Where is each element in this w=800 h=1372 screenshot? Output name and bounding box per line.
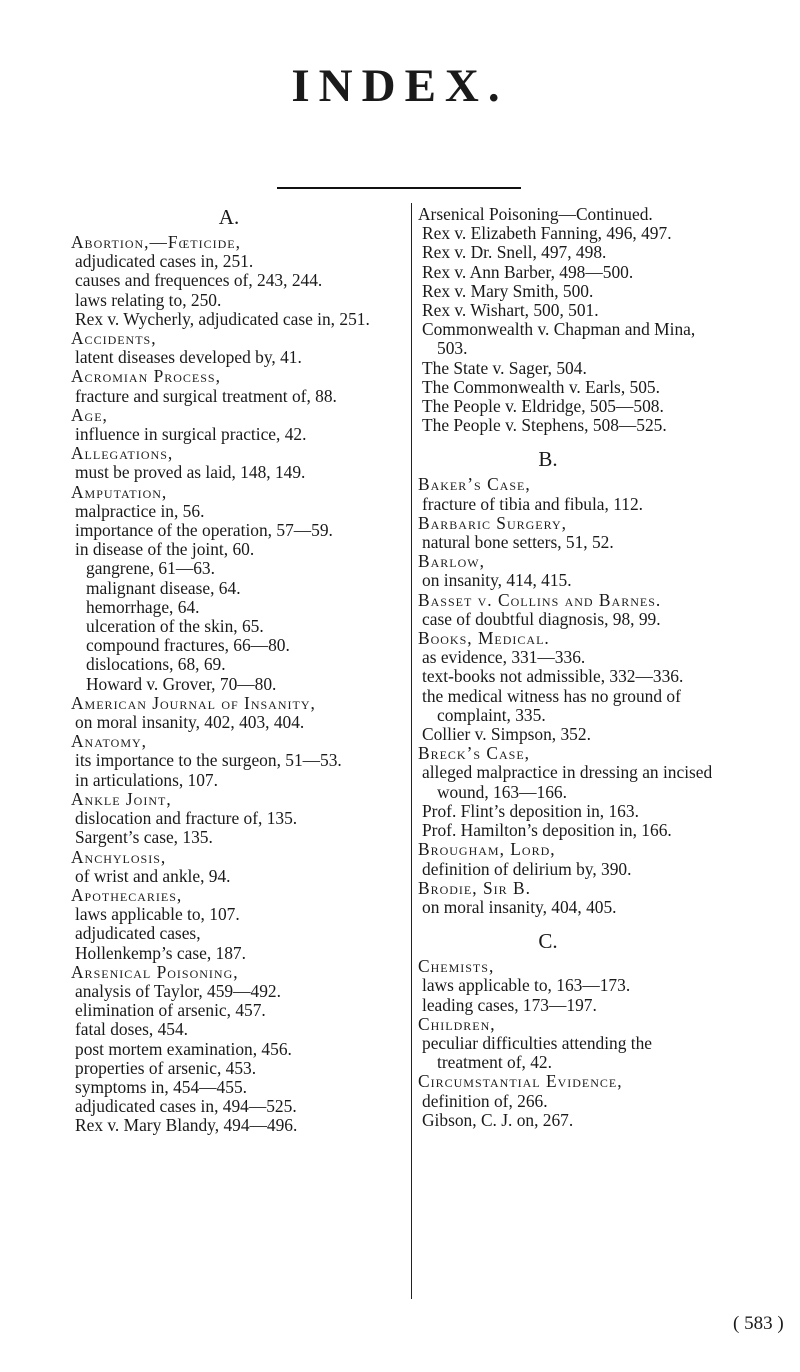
index-subentry: the medical witness has no ground of complaint, 335. (422, 685, 681, 725)
index-subentry: Prof. Hamilton’s deposition in, 166. (422, 820, 672, 841)
continued-heading: Arsenical Poisoning—Continued. (418, 204, 653, 224)
index-heading: Circumstantial Evidence, (418, 1071, 623, 1092)
index-heading: Anatomy, (71, 731, 148, 752)
index-subentry: Sargent’s case, 135. (75, 827, 213, 848)
page-number: ( 583 ) (733, 1313, 784, 1334)
right-column (418, 205, 718, 1130)
index-heading: Anchylosis, (71, 846, 167, 867)
column-divider (411, 203, 412, 1299)
index-subentry: adjudicated cases in, 494—525. (75, 1096, 297, 1117)
index-heading: Baker’s Case, (418, 474, 531, 495)
index-subentry: fracture of tibia and fibula, 112. (422, 493, 643, 514)
index-heading: American Journal of Insanity, (71, 692, 316, 713)
index-heading: Amputation, (71, 481, 168, 502)
section-letter: B. (538, 447, 558, 472)
index-subentry: in disease of the joint, 60. (75, 539, 255, 560)
index-subentry: elimination of arsenic, 457. (75, 1000, 266, 1021)
index-subentry: Rex v. Mary Blandy, 494—496. (75, 1115, 298, 1136)
index-subentry: Rex v. Dr. Snell, 497, 498. (422, 242, 607, 263)
index-subentry: The People v. Eldridge, 505—508. (422, 396, 664, 417)
index-subsubentry: Howard v. Grover, 70—80. (86, 673, 277, 694)
index-subentry: fracture and surgical treatment of, 88. (75, 385, 337, 406)
index-subsubentry: malignant disease, 64. (86, 577, 241, 598)
index-heading: Arsenical Poisoning, (71, 961, 239, 982)
index-heading: Brougham, Lord, (418, 839, 556, 860)
index-heading: Brodie, Sir B. (418, 877, 531, 898)
index-subsubentry: ulceration of the skin, 65. (86, 616, 264, 637)
index-subentry: Rex v. Wycherly, adjudicated case in, 251. (75, 308, 370, 329)
index-subentry: laws relating to, 250. (75, 289, 222, 310)
index-subentry: symptoms in, 454—455. (75, 1076, 247, 1097)
index-subentry: its importance to the surgeon, 51—53. (75, 750, 342, 771)
section-letter: A. (218, 205, 240, 229)
index-subentry: causes and frequences of, 243, 244. (75, 270, 323, 291)
index-heading: Basset v. Collins and Barnes. (418, 589, 662, 610)
index-heading: Breck’s Case, (418, 743, 531, 764)
index-subentry: alleged malpractice in dressing an incised wound, 163—166. (422, 762, 713, 802)
index-subentry: Rex v. Ann Barber, 498—500. (422, 261, 634, 282)
index-heading: Children, (418, 1013, 496, 1034)
index-subentry: must be proved as laid, 148, 149. (75, 462, 306, 483)
index-subentry: Commonwealth v. Chapman and Mina, 503. (422, 319, 696, 359)
index-heading: Accidents, (71, 328, 157, 349)
index-heading: Apothecaries, (71, 884, 183, 905)
index-heading: Age, (71, 404, 108, 425)
index-subentry: properties of arsenic, 453. (75, 1057, 257, 1078)
index-heading: Books, Medical. (418, 628, 550, 649)
index-subentry: on moral insanity, 402, 403, 404. (75, 712, 305, 733)
index-heading: Barlow, (418, 551, 485, 572)
index-heading: Barbaric Surgery, (418, 512, 567, 533)
section-gap (418, 435, 718, 447)
index-subentry: laws applicable to, 163—173. (422, 975, 631, 996)
section-letter: C. (538, 929, 558, 954)
index-subentry: Collier v. Simpson, 352. (422, 724, 591, 745)
index-subentry: Rex v. Wishart, 500, 501. (422, 300, 599, 321)
index-subentry: case of doubtful diagnosis, 98, 99. (422, 608, 661, 629)
index-subentry: Rex v. Elizabeth Fanning, 496, 497. (422, 223, 672, 244)
index-subentry: natural bone setters, 51, 52. (422, 532, 614, 553)
index-subentry: influence in surgical practice, 42. (75, 424, 307, 445)
index-subentry: malpractice in, 56. (75, 500, 205, 521)
index-subentry: fatal doses, 454. (75, 1019, 189, 1040)
left-column (71, 205, 407, 1136)
index-subsubentry: hemorrhage, 64. (86, 596, 200, 617)
index-subsubentry: compound fractures, 66—80. (86, 635, 290, 656)
section-gap (418, 917, 718, 929)
index-heading: Acromian Process, (71, 366, 221, 387)
index-subentry: definition of delirium by, 390. (422, 858, 632, 879)
index-heading: Allegations, (71, 443, 174, 464)
index-subentry: dislocation and fracture of, 135. (75, 808, 298, 829)
index-heading: Abortion,—Fœticide, (71, 232, 241, 252)
index-subentry: peculiar difficulties attending the treatment of, 42. (422, 1032, 653, 1073)
title-rule (277, 187, 521, 189)
index-subentry: adjudicated cases in, 251. (75, 251, 254, 272)
index-subentry: Hollenkemp’s case, 187. (75, 942, 246, 963)
index-subsubentry: dislocations, 68, 69. (86, 654, 226, 675)
index-subentry: post mortem examination, 456. (75, 1038, 292, 1059)
page-title: INDEX. (291, 60, 509, 112)
index-subentry: definition of, 266. (422, 1090, 548, 1111)
index-subentry: of wrist and ankle, 94. (75, 865, 231, 886)
index-subentry: Rex v. Mary Smith, 500. (422, 280, 594, 301)
index-subentry: Gibson, C. J. on, 267. (422, 1109, 574, 1130)
index-subentry: in articulations, 107. (75, 769, 218, 790)
index-subsubentry: gangrene, 61—63. (86, 558, 215, 579)
index-subentry: importance of the operation, 57—59. (75, 520, 333, 541)
index-subentry: on moral insanity, 404, 405. (422, 896, 617, 917)
index-subentry: Prof. Flint’s deposition in, 163. (422, 800, 639, 821)
index-subentry: adjudicated cases, (75, 923, 201, 944)
index-subentry: The State v. Sager, 504. (422, 357, 587, 378)
index-subentry: text-books not admissible, 332—336. (422, 666, 684, 687)
index-subentry: on insanity, 414, 415. (422, 570, 572, 591)
index-subentry: The Commonwealth v. Earls, 505. (422, 376, 660, 397)
index-subentry: latent diseases developed by, 41. (75, 347, 302, 368)
index-subentry: laws applicable to, 107. (75, 904, 240, 925)
index-heading: Ankle Joint, (71, 788, 172, 809)
index-subentry: as evidence, 331—336. (422, 647, 586, 668)
index-subentry: analysis of Taylor, 459—492. (75, 980, 281, 1001)
index-heading: Chemists, (418, 956, 495, 977)
index-subentry: The People v. Stephens, 508—525. (422, 415, 667, 436)
index-subentry: leading cases, 173—197. (422, 994, 597, 1015)
